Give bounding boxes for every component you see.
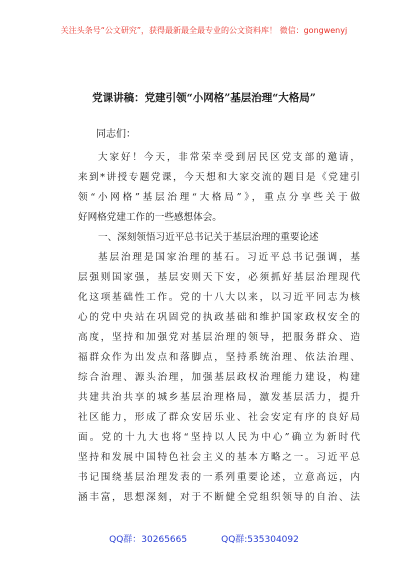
text-line: 来到*讲授专题党课，今天想和大家交流的题目是《党建引: [78, 172, 360, 183]
document-body: [78, 125, 360, 508]
text-line: 高度，坚持和加强党对基层治理的领导，把服务群众、造: [78, 332, 360, 343]
text-line: 共建共治共享的城乡基层治理格局，激发基层活力，提升: [78, 392, 360, 403]
text-line: 好网格党建工作的一些感想体会。: [78, 212, 222, 223]
footer-qq-group-2: QQ群:535304092: [221, 535, 299, 545]
text-line: 社区能力，形成了群众安居乐业、社会安定有序的良好局: [78, 412, 360, 423]
section-heading: [78, 228, 360, 248]
text-line: 心的党中央站在巩固党的执政基础和维护国家政权安全的: [78, 312, 360, 323]
text-line: 层强则国家强，基层安则天下安，必须抓好基层治理现代: [78, 272, 360, 283]
text-line: 福群众作为出发点和落脚点，坚持系统治理、依法治理、: [78, 352, 360, 363]
text-line: 大家好！今天，非常荣幸受到居民区党支部的邀请，: [98, 152, 360, 163]
footer: [0, 534, 408, 546]
text-line: 一、深刻领悟习近平总书记关于基层治理的重要论述: [98, 232, 319, 243]
text-line: 综合治理、源头治理，加强基层政权治理能力建设，构建: [78, 372, 360, 383]
text-line: 涵丰富，思想深刻，对于不断健全党组织领导的自治、法: [78, 492, 360, 503]
text-line: 化这项基础性工作。党的十八大以来，以习近平同志为核: [78, 292, 360, 303]
text-line: 坚持和发展中国特色社会主义的基本方略之一。习近平总: [78, 452, 360, 463]
text-line: 书记围绕基层治理发表的一系列重要论述，立意高远，内: [78, 472, 360, 483]
page-title: 党课讲稿：党建引领“小网格”基层治理“大格局”: [92, 92, 316, 104]
paragraph-body: [78, 248, 360, 508]
header-banner: 关注头条号“公文研究”，获得最新最全最专业的公文资料库！ 微信：gongwenyj: [60, 26, 348, 35]
text-line: 领“小网格”基层治理“大格局”》，重点分享些关于做: [78, 192, 360, 203]
text-line: 基层治理是国家治理的基石。习近平总书记强调，基: [98, 252, 360, 263]
footer-qq-group-1: QQ群：30265665: [109, 535, 188, 545]
paragraph-intro: [78, 148, 360, 228]
greeting: 同志们：: [96, 129, 136, 140]
text-line: 面。党的十九大也将“坚持以人民为中心”确立为新时代: [78, 432, 360, 443]
